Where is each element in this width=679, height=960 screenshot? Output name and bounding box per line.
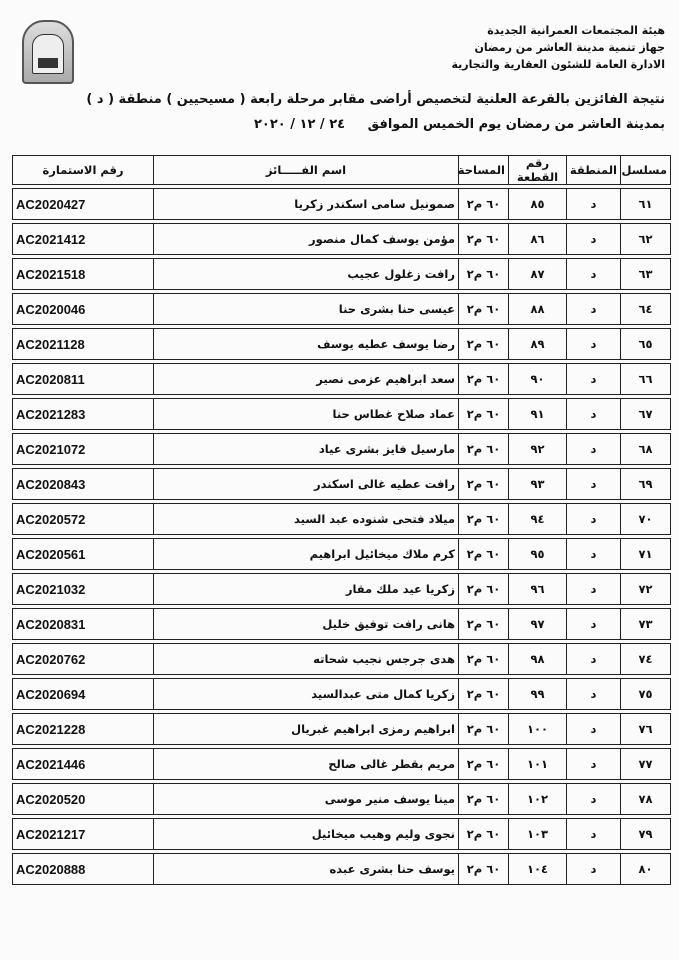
col-area: المساحة [459,156,509,185]
cell-name: يوسف حنا بشرى عبده [154,854,459,885]
cell-plot: ١٠٣ [509,819,567,850]
cell-serial: ٦٥ [621,329,671,360]
cell-form: AC2020843 [13,469,154,500]
col-name: اسم الفـــــائز [154,156,459,185]
table-row [13,574,671,605]
cell-name: سعد ابراهيم عزمى نصير [154,364,459,395]
logo-emblem [32,34,64,74]
cell-serial: ٧٨ [621,784,671,815]
cell-serial: ٦٧ [621,399,671,430]
cell-form: AC2020762 [13,644,154,675]
cell-zone: د [567,609,621,640]
cell-serial: ٦٨ [621,434,671,465]
cell-form: AC2021228 [13,714,154,745]
table-row [13,259,671,290]
table-row [13,399,671,430]
cell-area: ٦٠ م٢ [459,679,509,710]
cell-zone: د [567,504,621,535]
cell-plot: ١٠٠ [509,714,567,745]
cell-zone: د [567,329,621,360]
cell-plot: ١٠٤ [509,854,567,885]
table-row [13,854,671,885]
cell-zone: د [567,434,621,465]
table-row [13,189,671,220]
table-row [13,714,671,745]
cell-area: ٦٠ م٢ [459,259,509,290]
cell-form: AC2020694 [13,679,154,710]
cell-serial: ٦٦ [621,364,671,395]
cell-zone: د [567,189,621,220]
cell-area: ٦٠ م٢ [459,224,509,255]
cell-plot: ٩٤ [509,504,567,535]
cell-plot: ١٠٢ [509,784,567,815]
cell-form: AC2021446 [13,749,154,780]
authority-logo [22,20,74,84]
cell-form: AC2020520 [13,784,154,815]
document-title: نتيجة الفائزين بالقرعة العلنية لتخصيص أراضى مقابر مرحلة رابعة ( مسيحيين ) منطقة ( د ) [86,92,665,107]
cell-plot: ٩٥ [509,539,567,570]
cell-zone: د [567,469,621,500]
cell-area: ٦٠ م٢ [459,644,509,675]
cell-name: رافت عطيه غالى اسكندر [154,469,459,500]
cell-form: AC2020811 [13,364,154,395]
cell-zone: د [567,364,621,395]
cell-zone: د [567,784,621,815]
cell-name: هانى رافت توفيق خليل [154,609,459,640]
cell-zone: د [567,399,621,430]
cell-name: زكريا عيد ملك مقار [154,574,459,605]
cell-area: ٦٠ م٢ [459,784,509,815]
cell-serial: ٧٠ [621,504,671,535]
header-line-3: الادارة العامة للشئون العقارية والتجارية [451,58,665,71]
cell-name: صمونيل سامى اسكندر زكريا [154,189,459,220]
cell-form: AC2021128 [13,329,154,360]
cell-name: مؤمن يوسف كمال منصور [154,224,459,255]
cell-zone: د [567,294,621,325]
table-row [13,819,671,850]
col-zone: المنطقة [567,156,621,185]
cell-name: مريم بقطر غالى صالح [154,749,459,780]
draw-date: ٢٤ / ١٢ / ٢٠٢٠ [253,117,346,132]
table-row [13,294,671,325]
cell-area: ٦٠ م٢ [459,364,509,395]
cell-name: ابراهيم رمزى ابراهيم غبريال [154,714,459,745]
table-row [13,749,671,780]
cell-zone: د [567,539,621,570]
cell-zone: د [567,224,621,255]
cell-name: ميلاد فتحى شنوده عبد السيد [154,504,459,535]
cell-area: ٦٠ م٢ [459,469,509,500]
cell-plot: ٩٩ [509,679,567,710]
cell-serial: ٧٤ [621,644,671,675]
cell-plot: ٨٨ [509,294,567,325]
cell-name: عيسى حنا بشرى حنا [154,294,459,325]
cell-zone: د [567,819,621,850]
cell-form: AC2021032 [13,574,154,605]
cell-zone: د [567,714,621,745]
cell-form: AC2021217 [13,819,154,850]
cell-area: ٦٠ م٢ [459,189,509,220]
cell-area: ٦٠ م٢ [459,504,509,535]
cell-name: رافت زغلول عجيب [154,259,459,290]
cell-serial: ٦٩ [621,469,671,500]
cell-area: ٦٠ م٢ [459,539,509,570]
cell-serial: ٧٦ [621,714,671,745]
cell-serial: ٦٤ [621,294,671,325]
cell-area: ٦٠ م٢ [459,819,509,850]
cell-serial: ٧٣ [621,609,671,640]
cell-form: AC2020831 [13,609,154,640]
cell-plot: ٩٨ [509,644,567,675]
cell-area: ٦٠ م٢ [459,294,509,325]
table-row [13,469,671,500]
table-header-row [13,156,671,185]
cell-serial: ٧٥ [621,679,671,710]
cell-plot: ٨٥ [509,189,567,220]
table-row [13,364,671,395]
cell-plot: ٩٧ [509,609,567,640]
cell-area: ٦٠ م٢ [459,399,509,430]
table-row [13,784,671,815]
winners-table [12,155,671,885]
table-body [13,185,671,885]
cell-name: نجوى وليم وهيب ميخائيل [154,819,459,850]
cell-area: ٦٠ م٢ [459,609,509,640]
cell-name: كرم ملاك ميخائيل ابراهيم [154,539,459,570]
col-form: رقم الاستمارة [13,156,154,185]
table-row [13,504,671,535]
cell-plot: ٩٠ [509,364,567,395]
cell-plot: ٨٦ [509,224,567,255]
cell-form: AC2020572 [13,504,154,535]
cell-plot: ٨٧ [509,259,567,290]
cell-name: هدى جرجس نجيب شحاته [154,644,459,675]
cell-name: مينا يوسف منير موسى [154,784,459,815]
cell-name: زكريا كمال متى عبدالسيد [154,679,459,710]
cell-area: ٦٠ م٢ [459,574,509,605]
cell-form: AC2021072 [13,434,154,465]
cell-serial: ٧٧ [621,749,671,780]
cell-name: رضا يوسف عطيه يوسف [154,329,459,360]
cell-serial: ٧٢ [621,574,671,605]
subtitle-text: بمدينة العاشر من رمضان يوم الخميس الموافق [367,117,665,132]
cell-serial: ٧١ [621,539,671,570]
cell-plot: ٨٩ [509,329,567,360]
table-row [13,224,671,255]
organization-header [451,22,665,73]
cell-zone: د [567,574,621,605]
cell-zone: د [567,749,621,780]
cell-form: AC2020427 [13,189,154,220]
header-line-1: هيئة المجتمعات العمرانية الجديدة [487,24,665,37]
cell-area: ٦٠ م٢ [459,714,509,745]
cell-area: ٦٠ م٢ [459,749,509,780]
cell-form: AC2020046 [13,294,154,325]
table-row [13,644,671,675]
cell-plot: ٩٢ [509,434,567,465]
cell-form: AC2020561 [13,539,154,570]
cell-form: AC2021518 [13,259,154,290]
table-row [13,434,671,465]
cell-zone: د [567,679,621,710]
cell-serial: ٦١ [621,189,671,220]
table-row [13,329,671,360]
cell-name: مارسيل فايز بشرى عياد [154,434,459,465]
table-row [13,609,671,640]
cell-serial: ٦٣ [621,259,671,290]
col-serial: مسلسل [621,156,671,185]
table-row [13,539,671,570]
cell-plot: ١٠١ [509,749,567,780]
cell-area: ٦٠ م٢ [459,854,509,885]
cell-form: AC2020888 [13,854,154,885]
cell-plot: ٩٦ [509,574,567,605]
col-plot: رقم القطعة [509,156,567,185]
cell-zone: د [567,854,621,885]
logo-bar [38,58,58,68]
cell-form: AC2021283 [13,399,154,430]
header-line-2: جهاز تنمية مدينة العاشر من رمضان [474,41,665,54]
document-subtitle [254,117,665,132]
cell-plot: ٩١ [509,399,567,430]
cell-serial: ٨٠ [621,854,671,885]
cell-serial: ٦٢ [621,224,671,255]
cell-serial: ٧٩ [621,819,671,850]
cell-area: ٦٠ م٢ [459,434,509,465]
cell-zone: د [567,259,621,290]
cell-name: عماد صلاح غطاس حنا [154,399,459,430]
table-row [13,679,671,710]
cell-zone: د [567,644,621,675]
cell-area: ٦٠ م٢ [459,329,509,360]
cell-form: AC2021412 [13,224,154,255]
cell-plot: ٩٣ [509,469,567,500]
